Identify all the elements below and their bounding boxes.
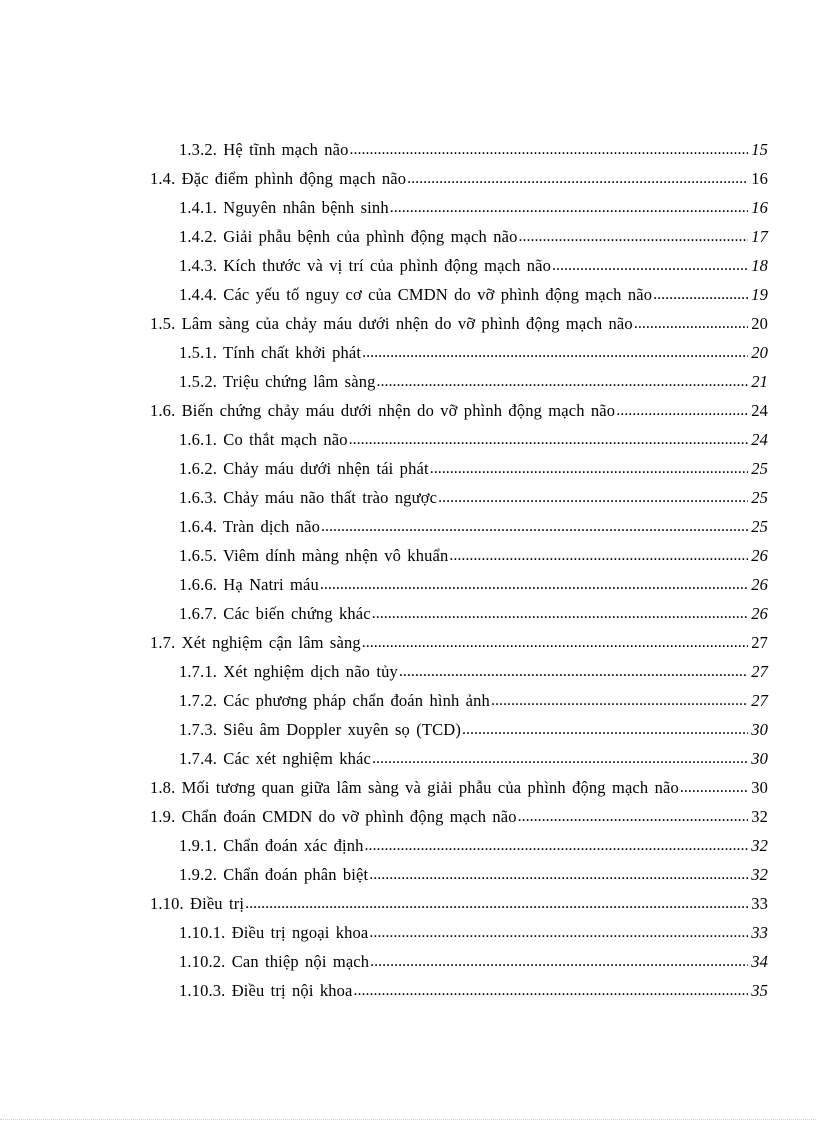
toc-page-number: 25 bbox=[751, 488, 768, 507]
toc-entry-title: 1.6.3. Chảy máu não thất trào ngược bbox=[179, 488, 438, 507]
toc-page-number: 32 bbox=[751, 836, 768, 855]
toc-dot-leader bbox=[518, 227, 748, 247]
toc-entry-title: 1.6.1. Co thắt mạch não bbox=[179, 430, 348, 449]
toc-dot-leader bbox=[518, 807, 748, 827]
toc-subsection-entry bbox=[150, 131, 768, 160]
toc-dot-leader bbox=[369, 923, 748, 943]
toc-dot-leader bbox=[362, 343, 748, 363]
toc-section-entry bbox=[150, 305, 768, 334]
toc-dot-leader bbox=[616, 401, 748, 421]
toc-dot-leader bbox=[438, 488, 748, 508]
toc-page-number: 26 bbox=[751, 546, 768, 565]
toc-entry-title: 1.10.2. Can thiệp nội mạch bbox=[179, 952, 370, 971]
toc-dot-leader bbox=[320, 575, 748, 595]
toc-entry-title: 1.10. Điều trị bbox=[150, 894, 245, 913]
toc-page-number: 30 bbox=[751, 720, 768, 739]
toc-subsection-entry bbox=[150, 972, 768, 1001]
toc-entry-title: 1.5.1. Tính chất khởi phát bbox=[179, 343, 362, 362]
toc-page-number: 20 bbox=[751, 314, 768, 333]
table-of-contents bbox=[150, 131, 768, 1001]
toc-entry-title: 1.3.2. Hệ tĩnh mạch não bbox=[179, 140, 349, 159]
toc-subsection-entry bbox=[150, 914, 768, 943]
toc-page-number: 16 bbox=[751, 198, 768, 217]
toc-dot-leader bbox=[653, 285, 748, 305]
toc-entry-title: 1.7.1. Xét nghiệm dịch não tủy bbox=[179, 662, 398, 681]
toc-subsection-entry bbox=[150, 276, 768, 305]
toc-dot-leader bbox=[321, 517, 748, 537]
toc-dot-leader bbox=[634, 314, 748, 334]
toc-subsection-entry bbox=[150, 218, 768, 247]
toc-entry-title: 1.5.2. Triệu chứng lâm sàng bbox=[179, 372, 376, 391]
toc-page-number: 21 bbox=[751, 372, 768, 391]
toc-subsection-entry bbox=[150, 943, 768, 972]
toc-subsection-entry bbox=[150, 856, 768, 885]
toc-subsection-entry bbox=[150, 363, 768, 392]
toc-entry-title: 1.6.2. Chảy máu dưới nhện tái phát bbox=[179, 459, 429, 478]
toc-page-number: 19 bbox=[751, 285, 768, 304]
toc-subsection-entry bbox=[150, 740, 768, 769]
toc-dot-leader bbox=[350, 140, 748, 160]
toc-dot-leader bbox=[370, 952, 748, 972]
toc-page-number: 33 bbox=[751, 923, 768, 942]
toc-entry-title: 1.4.4. Các yếu tố nguy cơ của CMDN do vỡ phình động mạch não bbox=[179, 285, 653, 304]
toc-entry-title: 1.7.3. Siêu âm Doppler xuyên sọ (TCD) bbox=[179, 720, 461, 739]
toc-subsection-entry bbox=[150, 479, 768, 508]
toc-subsection-entry bbox=[150, 537, 768, 566]
toc-dot-leader bbox=[430, 459, 748, 479]
toc-page-number: 32 bbox=[751, 807, 768, 826]
toc-entry-title: 1.6.7. Các biến chứng khác bbox=[179, 604, 371, 623]
toc-subsection-entry bbox=[150, 189, 768, 218]
toc-subsection-entry bbox=[150, 334, 768, 363]
toc-page-number: 26 bbox=[751, 604, 768, 623]
toc-entry-title: 1.6. Biến chứng chảy máu dưới nhện do vỡ phình động mạch não bbox=[150, 401, 616, 420]
toc-page-number: 27 bbox=[751, 633, 768, 652]
toc-subsection-entry bbox=[150, 682, 768, 711]
toc-page-number: 24 bbox=[751, 430, 768, 449]
toc-dot-leader bbox=[245, 894, 748, 914]
toc-subsection-entry bbox=[150, 711, 768, 740]
toc-dot-leader bbox=[365, 836, 748, 856]
toc-subsection-entry bbox=[150, 595, 768, 624]
toc-entry-title: 1.7. Xét nghiệm cận lâm sàng bbox=[150, 633, 361, 652]
toc-dot-leader bbox=[399, 662, 748, 682]
toc-subsection-entry bbox=[150, 247, 768, 276]
toc-section-entry bbox=[150, 885, 768, 914]
toc-page-number: 18 bbox=[751, 256, 768, 275]
toc-page-number: 35 bbox=[751, 981, 768, 1000]
toc-section-entry bbox=[150, 624, 768, 653]
toc-page-number: 27 bbox=[751, 662, 768, 681]
toc-entry-title: 1.4.3. Kích thước và vị trí của phình động mạch não bbox=[179, 256, 552, 275]
toc-entry-title: 1.7.2. Các phương pháp chẩn đoán hình ảnh bbox=[179, 691, 490, 710]
toc-dot-leader bbox=[377, 372, 748, 392]
toc-section-entry bbox=[150, 769, 768, 798]
toc-entry-title: 1.6.5. Viêm dính màng nhện vô khuẩn bbox=[179, 546, 449, 565]
toc-entry-title: 1.4.2. Giải phẫu bệnh của phình động mạch não bbox=[179, 227, 518, 246]
toc-page-number: 16 bbox=[751, 169, 768, 188]
toc-dot-leader bbox=[449, 546, 748, 566]
toc-dot-leader bbox=[349, 430, 748, 450]
toc-dot-leader bbox=[354, 981, 748, 1001]
toc-page-number: 20 bbox=[751, 343, 768, 362]
page-bottom-rule bbox=[0, 1119, 816, 1121]
toc-entry-title: 1.10.1. Điều trị ngoại khoa bbox=[179, 923, 369, 942]
toc-subsection-entry bbox=[150, 421, 768, 450]
toc-page-number: 24 bbox=[751, 401, 768, 420]
toc-dot-leader bbox=[552, 256, 748, 276]
toc-page-number: 27 bbox=[751, 691, 768, 710]
toc-subsection-entry bbox=[150, 508, 768, 537]
toc-page-number: 33 bbox=[751, 894, 768, 913]
toc-dot-leader bbox=[362, 633, 748, 653]
toc-entry-title: 1.6.6. Hạ Natri máu bbox=[179, 575, 319, 594]
toc-section-entry bbox=[150, 798, 768, 827]
toc-dot-leader bbox=[369, 865, 748, 885]
toc-entry-title: 1.7.4. Các xét nghiệm khác bbox=[179, 749, 371, 768]
toc-page-number: 30 bbox=[751, 778, 768, 797]
toc-page-number: 32 bbox=[751, 865, 768, 884]
toc-dot-leader bbox=[390, 198, 748, 218]
toc-page-number: 30 bbox=[751, 749, 768, 768]
toc-subsection-entry bbox=[150, 450, 768, 479]
toc-subsection-entry bbox=[150, 653, 768, 682]
toc-page-number: 25 bbox=[751, 517, 768, 536]
toc-subsection-entry bbox=[150, 566, 768, 595]
toc-dot-leader bbox=[372, 749, 748, 769]
toc-entry-title: 1.9.2. Chẩn đoán phân biệt bbox=[179, 865, 369, 884]
toc-entry-title: 1.5. Lâm sàng của chảy máu dưới nhện do vỡ phình động mạch não bbox=[150, 314, 633, 333]
toc-section-entry bbox=[150, 392, 768, 421]
toc-entry-title: 1.8. Mối tương quan giữa lâm sàng và giải phẫu của phình động mạch não bbox=[150, 778, 679, 797]
toc-entry-title: 1.4.1. Nguyên nhân bệnh sinh bbox=[179, 198, 389, 217]
toc-dot-leader bbox=[372, 604, 748, 624]
toc-entry-title: 1.10.3. Điều trị nội khoa bbox=[179, 981, 353, 1000]
toc-dot-leader bbox=[680, 778, 748, 798]
toc-page-number: 17 bbox=[751, 227, 768, 246]
toc-entry-title: 1.4. Đặc điểm phình động mạch não bbox=[150, 169, 407, 188]
toc-page-number: 34 bbox=[751, 952, 768, 971]
toc-section-entry bbox=[150, 160, 768, 189]
toc-entry-title: 1.6.4. Tràn dịch não bbox=[179, 517, 320, 536]
toc-page-number: 25 bbox=[751, 459, 768, 478]
toc-entry-title: 1.9. Chẩn đoán CMDN do vỡ phình động mạch não bbox=[150, 807, 517, 826]
toc-subsection-entry bbox=[150, 827, 768, 856]
toc-dot-leader bbox=[491, 691, 748, 711]
toc-dot-leader bbox=[462, 720, 748, 740]
toc-page-number: 26 bbox=[751, 575, 768, 594]
toc-dot-leader bbox=[407, 169, 748, 189]
toc-page-number: 15 bbox=[751, 140, 768, 159]
toc-entry-title: 1.9.1. Chẩn đoán xác định bbox=[179, 836, 364, 855]
